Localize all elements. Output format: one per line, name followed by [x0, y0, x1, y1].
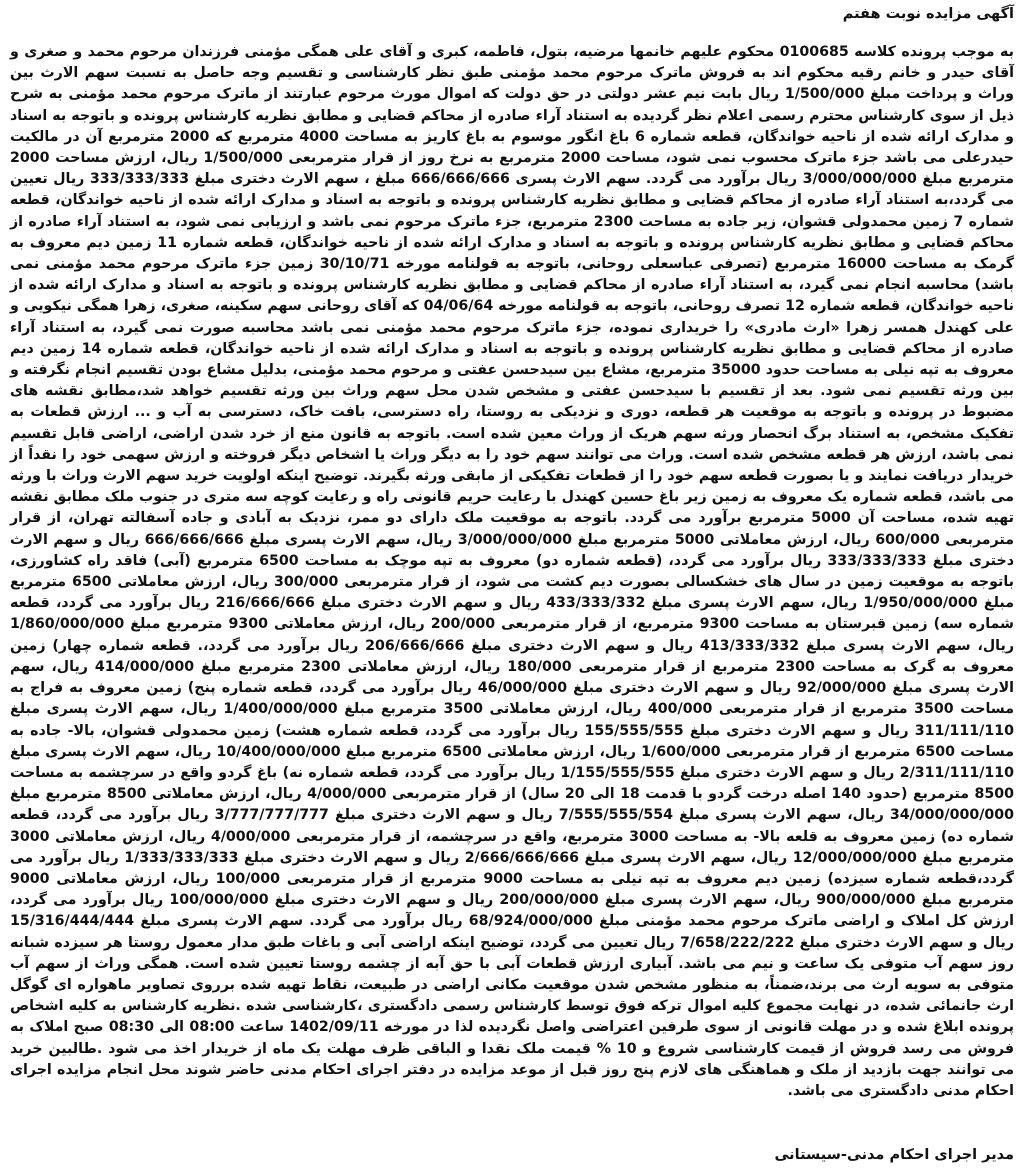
notice-signature: مدیر اجرای احکام مدنی-سیستانی: [774, 1147, 1014, 1163]
notice-title: آگهی مزایده نوبت هفتم: [842, 6, 1014, 22]
notice-body: به موجب پرونده کلاسه 0100685 محکوم علیهم خانمها مرضیه، بتول، فاطمه، کبری و آقای علی همگی مؤمنی فرزندان مرحوم محمد و صغری و آقای حیدر و خانم رقیه محکوم اند به فروش ماترک مرحوم محمد مؤمنی طبق نظر کارشناسی و تقسیم وجه حاصل به نسبت سهم الارث بین وراث و پرداخت مبلغ 1/500/000 ریال بابت نیم عشر دولتی در حق دولت که اموال مورث مرحوم عبارتند از ماترک مرحوم محمد مؤمنی به شرح ذیل از سوی کارشناس محترم رسمی اعلام نظر گردیده به استناد آراء صادره از محاکم قضایی و مطابق نظریه کارشناس پرونده و باتوجه به اسناد و مدارک ارائه شده از ناحیه خواندگان، قطعه شماره 6 باغ انگور موسوم به باغ کاریز به مساحت 4000 مترمربع که 2000 مترمربع آن در مالکیت حیدرعلی می باشد جزء ماترک محسوب نمی شود، مساحت 2000 مترمربع به نرخ روز از قرار مترمربعی 1/500/000 ریال، ارزش مساحت 2000 مترمربع مبلغ 3/000/000/000 ریال برآورد می گردد. سهم الارث پسری 666/666/666 مبلغ ، سهم الارث دختری مبلغ 333/333/333 ریال تعیین می گردد،به استناد آراء صادره از محاکم قضایی و مطابق نظریه کارشناس پرونده و باتوجه به اسناد و مدارک ارائه شده از ناحیه خواندگان، قطعه شماره 7 زمین محمدولی قشوان، زیر جاده به مساحت 2300 مترمربع، جزء ماترک مرحوم نمی باشد و ارزیابی نمی شود، به استناد آراء صادره از محاکم قضایی و مطابق نظریه کارشناس پرونده و باتوجه به اسناد و مدارک ارائه شده از ناحیه خواندگان، قطعه شماره 11 زمین دیم معروف به گرمک به مساحت 16000 مترمربع (تصرفی عباسعلی روحانی، باتوجه به قولنامه مورخه 30/10/71 زمین جزء ماترک مرحوم محمد مؤمنی نمی باشد) محاسبه انجام نمی گیرد، به استناد آراء صادره از محاکم قضایی و مطابق نظریه کارشناس پرونده و باتوجه به اسناد و مدارک ارائه شده از ناحیه خواندگان، قطعه شماره 12 تصرف روحانی، باتوجه به قولنامه مورخه 04/06/64 که آقای روحانی سهم سکینه، صغری، زهرا همگی نیکویی و علی کهندل همسر زهرا «ارث مادری» را خریداری نموده، جزء ماترک مرحوم محمد مؤمنی نمی باشد محاسبه صورت نمی گیرد، به استناد آراء صادره از محاکم قضایی و مطابق نظریه کارشناس پرونده و باتوجه به اسناد و مدارک ارائه شده از ناحیه خواندگان، قطعه شماره 14 زمین دیم معروف به تپه نیلی به مساحت حدود 35000 مترمربع، مشاع بین سیدحسن عفتی و مرحوم محمد مؤمنی، بدلیل مشاع بودن تقسیم انجام نگرفته و بین ورثه تقسیم نمی شود. بعد از تقسیم با سیدحسن عفتی و مشخص شدن محل سهم وراث بین ورثه تقسیم خواهد شد،مطابق نقشه های مضبوط در پرونده و باتوجه به موقعیت هر قطعه، دوری و نزدیکی به روستا، راه دسترسی، بافت خاک، دسترسی به آب و ... ارزش قطعات به تفکیک مشخص، به استناد برگ انحصار ورثه سهم هریک از وراث معین شده است. باتوجه به قانون منع از خرد شدن اراضی، اراضی قابل تقسیم نمی باشد، ارزش هر قطعه مشخص شده است. وراث می توانند سهم خود را به دیگر وراث یا اشخاص دیگر فروخته و ارزش سهمی خود را نقداً از خریدار دریافت نمایند و یا بصورت قطعه سهم خود را از قطعات تفکیکی از مابقی ورثه بگیرند. توضیح اینکه اولویت خرید سهم الارث وراث با ورثه می باشد، قطعه شماره یک معروف به زمین زیر باغ حسین کهندل با رعایت حریم قانونی راه و رعایت کوچه سه متری در جنوب ملک مطابق نقشه تهیه شده، مساحت آن 5000 مترمربع برآورد می گردد. باتوجه به موقعیت ملک دارای دو ممر، نزدیک به آبادی و جاده آسفالته تهران، از قرار مترمربعی 600/000 ریال، ارزش معاملاتی 5000 مترمربع مبلغ 3/000/000/000 ریال، سهم الارث پسری مبلغ 666/666/666 ریال و سهم الارث دختری مبلغ 333/333/333 ریال برآورد می گردد، (قطعه شماره دو) معروف به تپه موچک به مساحت 6500 مترمربع (آبی) فاقد راه کشاورزی، باتوجه به موقعیت زمین در سال های خشکسالی بصورت دیم کشت می شود، از قرار مترمربعی 300/000 ریال، ارزش معاملاتی 6500 مترمربع مبلغ 1/950/000/000 ریال، سهم الارث پسری مبلغ 433/333/332 ریال و سهم الارث دختری مبلغ 216/666/666 ریال برآورد می گردد، قطعه شماره سه) زمین قبرستان به مساحت 9300 مترمربع، از قرار مترمربعی 200/000 ریال، ارزش معاملاتی 9300 مترمربع مبلغ 1/860/000/000 ریال، سهم الارث پسری مبلغ 413/333/332 ریال و سهم الارث دختری مبلغ 206/666/666 ریال برآورد می گردد،. قطعه شماره چهار) زمین معروف به گرک به مساحت 2300 مترمربع از قرار مترمربعی 180/000 ریال، ارزش معاملاتی 2300 مترمربع مبلغ 414/000/000 ریال، سهم الارث پسری مبلغ 92/000/000 ریال و سهم الارث دختری مبلغ 46/000/000 ریال برآورد می گردد، قطعه شماره پنج) زمین معروف به فراج به مساحت 3500 مترمربع از قرار مترمربعی 400/000 ریال، ارزش معاملاتی 3500 مترمربع مبلغ 1/400/000/000 ریال، سهم الارث پسری مبلغ 311/111/110 ریال و سهم الارث دختری مبلغ 155/555/555 ریال برآورد می گردد، قطعه شماره هشت) زمین محمدولی قشوان، بالا- جاده به مساحت 6500 مترمربع از قرار مترمربعی 1/600/000 ریال، ارزش معاملاتی 6500 مترمربع مبلغ 10/400/000/000 ریال، سهم الارث پسری مبلغ 2/311/111/110 ریال و سهم الارث دختری مبلغ 1/155/555/555 ریال برآورد می گردد، قطعه شماره نه) باغ گردو واقع در سرچشمه به مساحت 8500 مترمربع (حدود 140 اصله درخت گردو با قدمت 18 الی 20 سال) از قرار مترمربعی 4/000/000 ریال، ارزش معاملاتی 8500 مترمربع مبلغ 34/000/000/000 ریال، سهم الارث پسری مبلغ 7/555/555/554 ریال و سهم الارث دختری مبلغ 3/777/777/777 ریال برآورد می گردد، قطعه شماره ده) زمین معروف به قلعه بالا- به مساحت 3000 مترمربع، واقع در سرچشمه، از قرار مترمربعی 4/000/000 ریال، ارزش معاملاتی 3000 مترمربع مبلغ 12/000/000/000 ریال، سهم الارث پسری مبلغ 2/666/666/666 ریال و سهم الارث دختری مبلغ 1/333/333/333 ریال برآورد می گردد،قطعه شماره سیزده) زمین دیم معروف به تپه نیلی به مساحت 9000 مترمربع از قرار مترمربعی 100/000 ریال، ارزش معاملاتی 9000 مترمربع مبلغ 900/000/000 ریال، سهم الارث پسری مبلغ 200/000/000 ریال و سهم الارث دختری مبلغ 100/000/000 ریال برآورد می گردد، ارزش کل املاک و اراضی ماترک مرحوم محمد مؤمنی مبلغ 68/924/000/000 ریال برآورد می گردد. سهم الارث پسری مبلغ 15/316/444/444 ریال و سهم الارث دختری مبلغ 7/658/222/222 ریال تعیین می گردد، توضیح اینکه اراضی آبی و باغات طبق مدار معمول روستا هر سیزده شبانه روز سهم آب متوفی یک ساعت و نیم می باشد. آبیاری ارزش قطعات آبی با حق آبه از چشمه روستا تعیین شده است. همگی وراث از سهم آب متوفی به سویه ارث می برند،ضمناً، به منظور مشخص شدن موقعیت مکانی اراضی در طبیعت، نقاط تهیه شده برروی تصاویر ماهواره ای گوگل ارث جانمائی شده، در نهایت مجموع کلیه اموال ترکه فوق توسط کارشناس رسمی دادگستری ،کارشناسی شده .نظریه کارشناس به کلیه اشخاص پرونده ابلاغ شده و در مهلت قانونی از سوی طرفین اعتراضی واصل نگردیده لذا در مورخه 1402/09/11 ساعت 08:00 الی 08:30 صبح املاک به فروش می رسد فروش از قیمت کارشناسی شروع و 10 % قیمت ملک نقدا و الباقی ظرف مهلت یک ماه از خریدار اخذ می شود .طالبین خرید می توانند جهت بازدید از ملک و هماهنگی های لازم پنج روز قبل از موعد مزایده در دفتر اجرای احکام مدنی حاضر شوند محل انجام مزایده اجرای احکام مدنی دادگستری می باشد.: [10, 44, 1015, 1099]
